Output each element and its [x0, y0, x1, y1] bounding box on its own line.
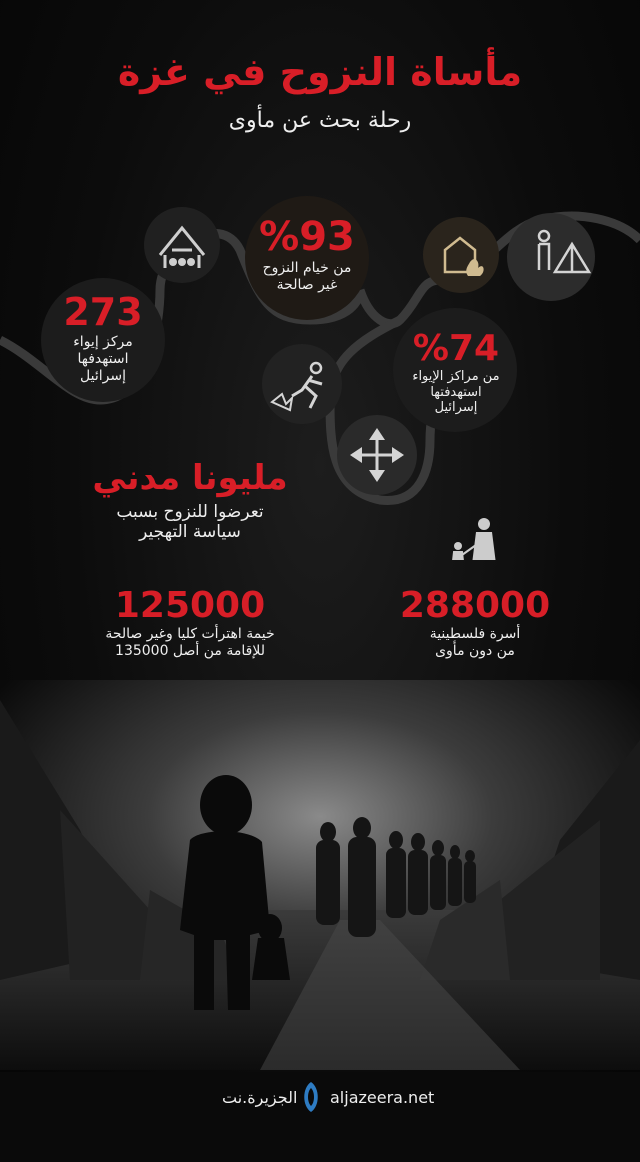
stat-shelters-pct-line3: إسرائيل: [434, 400, 478, 416]
refugee-tent-icon: [507, 213, 595, 301]
path-segment-right: [360, 216, 640, 324]
stat-shelters-pct-value: %74: [412, 328, 500, 369]
stat-tents: [60, 585, 320, 660]
stat-camps-value: %93: [259, 214, 355, 260]
running-person-icon: [262, 344, 342, 424]
stat-civilians-value: مليونا مدني: [92, 458, 288, 498]
page-title: مأساة النزوح في غزة: [117, 50, 523, 94]
stat-civilians-line1: تعرضوا للنزوح بسبب: [116, 502, 264, 522]
stat-families: [395, 585, 555, 660]
shelter-building-icon: [144, 207, 220, 283]
stat-families-line1: أسرة فلسطينية: [429, 626, 521, 642]
stat-camps-line2: غير صالحة: [276, 276, 338, 293]
stat-civilians: [60, 458, 320, 543]
stat-camps-line1: من خيام النزوح: [262, 260, 352, 276]
stat-tents-line2: للإقامة من أصل 135000: [115, 642, 265, 659]
stat-families-line2: من دون مأوى: [435, 642, 515, 659]
stat-camps: [247, 214, 367, 294]
stat-shelters-pct-line2: استهدفتها: [430, 384, 482, 400]
stat-shelters-pct-line1: من مراكز الإيواء: [412, 369, 500, 384]
brand-arabic: الجزيرة.نت: [222, 1088, 298, 1107]
stat-tents-line1: خيمة اهترأت كليا وغير صالحة: [105, 626, 275, 642]
stat-shelters-line3: إسرائيل: [80, 367, 126, 384]
burning-house-icon: [423, 217, 499, 293]
brand-english[interactable]: aljazeera.net: [330, 1088, 435, 1107]
refugee-scene-illustration: [0, 680, 640, 1070]
page-subtitle: رحلة بحث عن مأوى: [228, 108, 412, 133]
stat-families-value: 288000: [399, 585, 551, 626]
stat-shelters-value: 273: [63, 290, 143, 334]
aljazeera-logo-icon: [300, 1080, 322, 1114]
stat-tents-value: 125000: [114, 585, 266, 626]
stat-shelters-pct: [400, 328, 512, 416]
stat-shelters-line2: استهدفها: [77, 350, 129, 367]
stat-civilians-line2: سياسة التهجير: [139, 522, 241, 543]
stat-shelters-line1: مركز إيواء: [73, 334, 133, 350]
stat-shelters: [48, 290, 158, 384]
mother-child-icon: [452, 518, 497, 560]
